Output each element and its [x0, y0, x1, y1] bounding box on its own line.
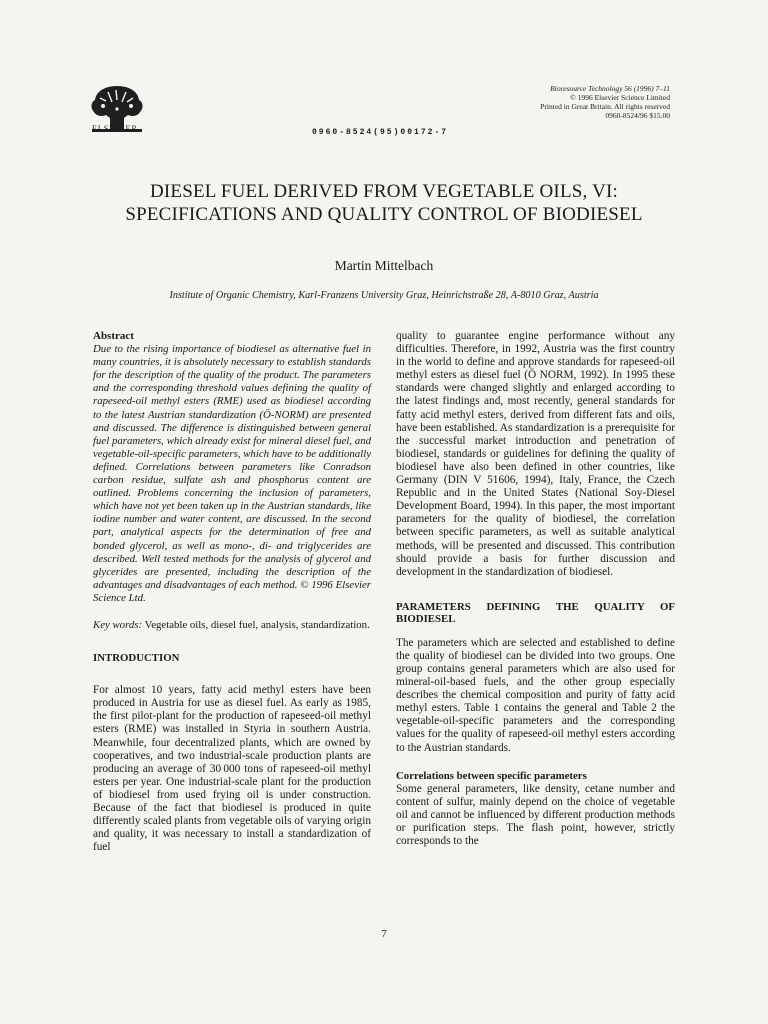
page-number: 7 — [381, 928, 387, 940]
abstract-heading: Abstract — [93, 330, 134, 342]
copyright-line: © 1996 Elsevier Science Limited — [570, 93, 670, 102]
right-column — [396, 330, 675, 848]
article-title — [60, 180, 708, 226]
parameters-text: The parameters which are selected and established to define the quality of biodiesel can be divided into two groups. One group contains general parameters which are also used for mineral-oil-based fuels, and the other group especially describes the chemical composition and purity of fatty acid methyl esters. Table 1 contains the general and Table 2 the vegetable-oil-specific parameters and the corresponding values for the quality of rapeseed-oil methyl esters according to the Austrian standards. — [396, 636, 675, 754]
introduction-continuation: quality to guarantee engine performance without any difficulties. Therefore, in 1992, Austria was the first country in the world to define and approve standards for rapeseed-oil methyl esters as diesel fuel (Ö NORM, 1992). In 1995 these standards were changed slightly and enlarged according to the latest findings and, most recently, general standards for fatty acid methyl esters, derived from different fats and oils, have been established. As standardization is a prerequisite for the successful market introduction and penetration of biodiesel, standards or guidelines for defining the quality of biodiesel have also been defined in other countries, like Germany (DIN V 51606, 1994), Italy, France, the Czech Republic and in the United States (National Soy-Diesel Development Board, 1994). In this paper, the most important parameters for the quality of biodiesel, the correlation between specific parameters, as well as suitable analytical methods, will be presented and discussed. This contribution should provide a basis for further discussion and development in the standardization of biodiesel. — [396, 330, 675, 578]
correlations-text: Some general parameters, like density, cetane number and content of sulfur, mainly depend on the choice of vegetable oil and cannot be influenced by different production methods or purification steps. The flash point, however, strictly corresponds to the — [396, 782, 675, 848]
author-affiliation: Institute of Organic Chemistry, Karl-Franzens University Graz, Heinrichstraße 28, A-8010 Graz, Austria — [169, 290, 599, 301]
author-name: Martin Mittelbach — [334, 258, 434, 273]
introduction-heading: INTRODUCTION — [93, 652, 180, 665]
title-line-2: SPECIFICATIONS AND QUALITY CONTROL OF BIODIESEL — [125, 204, 643, 225]
keywords-list: Vegetable oils, diesel fuel, analysis, standardization. — [144, 618, 370, 631]
title-line-1: DIESEL FUEL DERIVED FROM VEGETABLE OILS, VI: — [149, 181, 618, 202]
correlations-subheading: Correlations between specific parameters — [396, 769, 587, 782]
publisher-name: ELSEVIER — [92, 124, 138, 133]
issn-code: 0960-8524(95)00172-7 — [312, 128, 449, 137]
journal-citation: Bioresource Technology 56 (1996) 7–11 — [550, 84, 670, 93]
journal-citation-block — [540, 84, 670, 120]
price-code: 0960-8524/96 $15.00 — [605, 111, 670, 120]
keywords — [93, 619, 371, 632]
parameters-heading: PARAMETERS DEFINING THE QUALITY OF BIODIESEL — [396, 600, 675, 625]
introduction-text: For almost 10 years, fatty acid methyl esters have been produced in Austria for use as diesel fuel. As early as 1985, the first pilot-plant for the production of rapeseed-oil methyl esters (RME) was installed in Styria in southern Austria. Meanwhile, four decentralized plants, which are owned by cooperatives, and two industrial-scale production plants are producing an average of 30 000 tons of rapeseed-oil methyl esters per year. One industrial-scale plant for the production of biodiesel from used frying oil is under construction. Because of the fact that biodiesel is produced in quite differently scaled plants from vegetable oils of varying origin and quality, it was necessary to install a standardization of fuel — [93, 684, 371, 854]
left-column — [93, 330, 371, 854]
abstract-text: Due to the rising importance of biodiesel as alternative fuel in many countries, it is absolutely necessary to establish standards for the description of the quality of the product. The parameters and the corresponding threshold values defining the quality of rapeseed-oil methyl esters (RME) used as biodiesel according to the latest Austrian standardization (Ö-NORM) are presented and discussed. The difference is distinguished between general fuel parameters, which already exist for mineral diesel fuel, and vegetable-oil-specific parameters, which have to be additionally defined. Correlations between parameters like Conradson carbon residue, sulfate ash and phosphorus content are outlined. Problems concerning the inclusion of parameters, which have not yet been taken up in the Austrian standards, like iodine number and water content, are discussed. In the second part, analytical aspects for the determination of free and bonded glycerol, as well as mono-, di- and triglycerides are described. Well tested methods for the analysis of glycerol and glycerides are presented, including the description of the advantages and disadvantages of each method. © 1996 Elsevier Science Ltd. — [93, 343, 371, 604]
keywords-label: Key words: — [93, 618, 143, 631]
printed-line: Printed in Great Britain. All rights reserved — [540, 102, 670, 111]
